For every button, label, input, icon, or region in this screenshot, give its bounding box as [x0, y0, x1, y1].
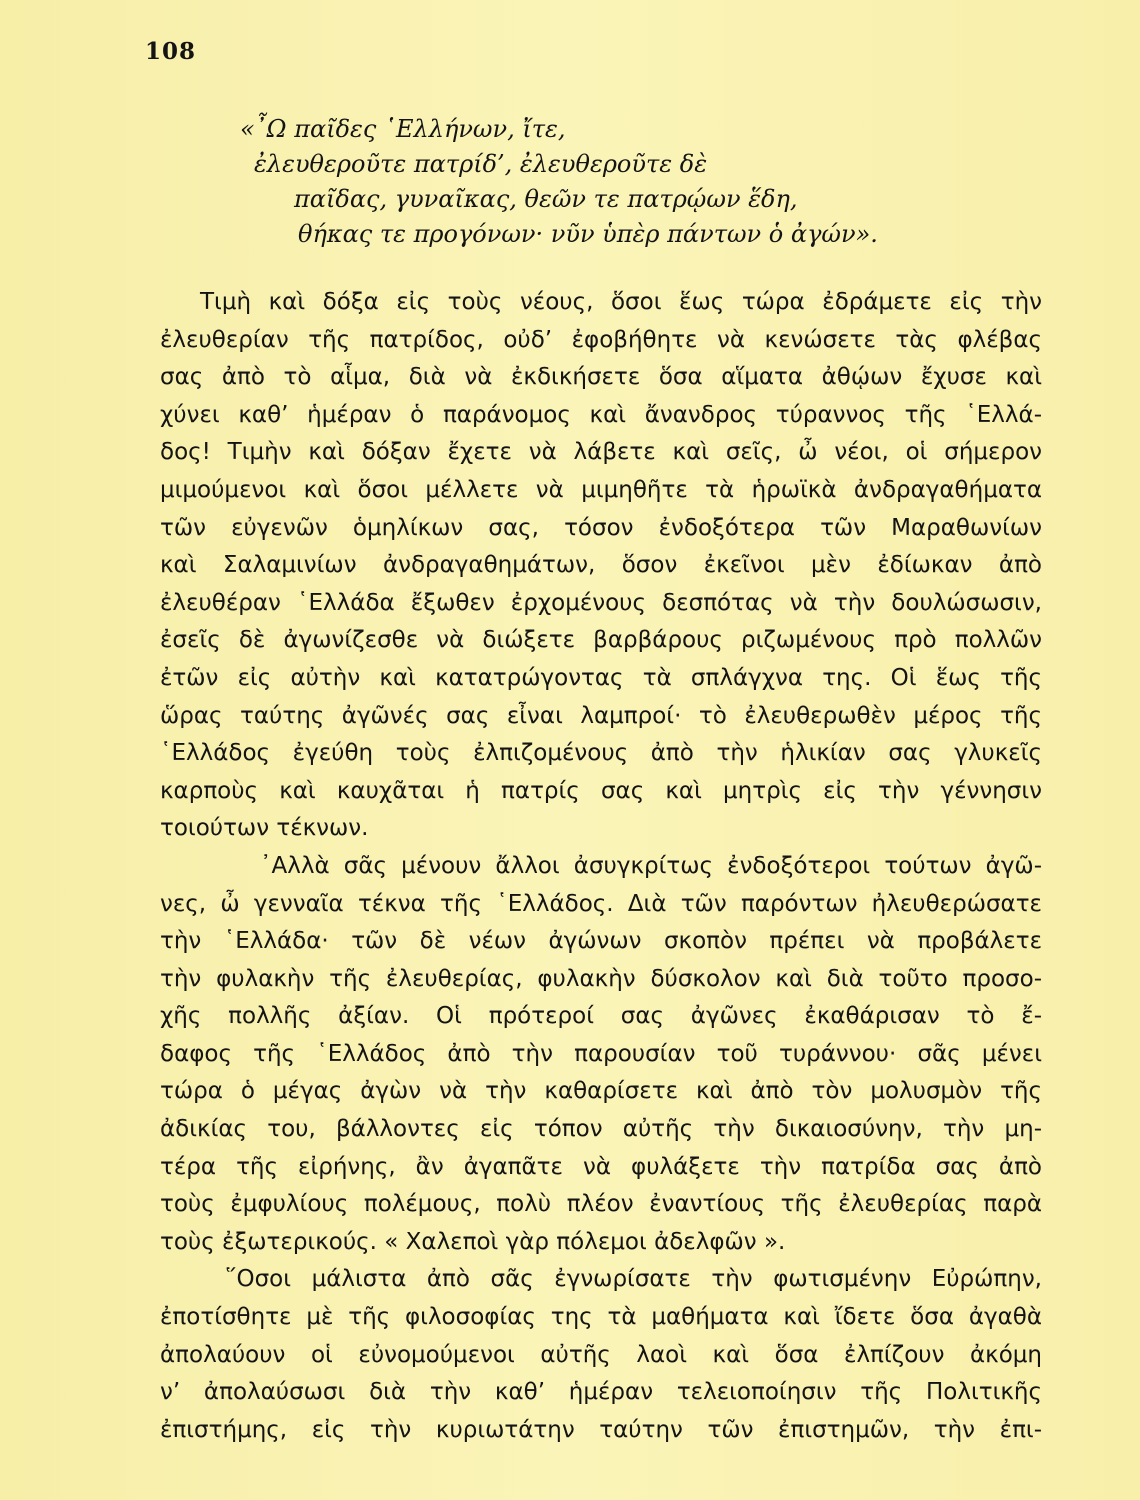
- text-line: ῾Ελλάδος ἐγεύθη τοὺς ἐλπιζομένους ἀπὸ τὴν ἡλικίαν σας γλυκεῖς: [160, 740, 1042, 767]
- text-line: ἐπιστήμης, εἰς τὴν κυριωτάτην ταύτην τῶν ἐπιστημῶν, τὴν ἐπι-: [160, 1416, 1042, 1443]
- text-line: σας ἀπὸ τὸ αἷμα, διὰ νὰ ἐκδικήσετε ὅσα αἵματα ἀθῴων ἔχυσε καὶ: [160, 364, 1042, 391]
- verse-line: ἐλευθεροῦτε πατρίδ’, ἐλευθεροῦτε δὲ: [254, 150, 708, 178]
- page-number: 108: [145, 38, 197, 65]
- text-line: δαφος τῆς ῾Ελλάδος ἀπὸ τὴν παρουσίαν τοῦ τυράννου· σᾶς μένει: [160, 1040, 1042, 1067]
- text-line: τοὺς ἐμφυλίους πολέμους, πολὺ πλέον ἐναντίους τῆς ἐλευθερίας παρὰ: [160, 1191, 1042, 1218]
- text-line: τοιούτων τέκνων.: [160, 815, 369, 842]
- text-line: ἐποτίσθητε μὲ τῆς φιλοσοφίας της τὰ μαθήματα καὶ ἴδετε ὅσα ἀγαθὰ: [160, 1304, 1042, 1331]
- text-line: ὥρας ταύτης ἀγῶνές σας εἶναι λαμπροί· τὸ ἐλευθερωθὲν μέρος τῆς: [160, 702, 1042, 729]
- paragraph: [160, 848, 1042, 1262]
- verse-line: «῏Ω παῖδες ῾Ελλήνων, ἴτε,: [240, 115, 566, 143]
- text-line: τέρα τῆς εἰρήνης, ἂν ἀγαπᾶτε νὰ φυλάξετε τὴν πατρίδα σας ἀπὸ: [160, 1153, 1042, 1180]
- text-line: καὶ Σαλαμινίων ἀνδραγαθημάτων, ὅσον ἐκεῖνοι μὲν ἐδίωκαν ἀπὸ: [160, 552, 1042, 579]
- text-line: νες, ὦ γενναῖα τέκνα τῆς ῾Ελλάδος. Διὰ τῶν παρόντων ἠλευθερώσατε: [160, 890, 1042, 917]
- paragraph: [160, 1261, 1042, 1449]
- text-line: ἐτῶν εἰς αὐτὴν καὶ κατατρώγοντας τὰ σπλάγχνα της. Οἱ ἕως τῆς: [160, 664, 1042, 691]
- text-line: ἐλευθερίαν τῆς πατρίδος, οὐδ’ ἐφοβήθητε νὰ κενώσετε τὰς φλέβας: [160, 326, 1042, 353]
- text-line: μιμούμενοι καὶ ὅσοι μέλλετε νὰ μιμηθῆτε τὰ ἡρωϊκὰ ἀνδραγαθήματα: [160, 476, 1042, 503]
- text-line: τοὺς ἐξωτερικούς. « Χαλεποὶ γὰρ πόλεμοι ἀδελφῶν ».: [160, 1228, 786, 1255]
- text-line: ἀδικίας του, βάλλοντες εἰς τόπον αὐτῆς τὴν δικαιοσύνην, τὴν μη-: [160, 1116, 1042, 1143]
- text-line: χῆς πολλῆς ἀξίαν. Οἱ πρότεροί σας ἀγῶνες ἐκαθάρισαν τὸ ἔ-: [160, 1003, 1042, 1030]
- verse-line: θήκας τε προγόνων· νῦν ὑπὲρ πάντων ὁ ἀγών».: [298, 220, 878, 248]
- verse-line: παῖδας, γυναῖκας, θεῶν τε πατρῴων ἕδη,: [294, 185, 798, 213]
- text-line: ἐσεῖς δὲ ἀγωνίζεσθε νὰ διώξετε βαρβάρους ριζωμένους πρὸ πολλῶν: [160, 627, 1042, 654]
- text-line: ἀπολαύουν οἱ εὐνομούμενοι αὐτῆς λαοὶ καὶ ὅσα ἐλπίζουν ἀκόμη: [160, 1341, 1042, 1368]
- text-line: ἐλευθέραν ῾Ελλάδα ἔξωθεν ἐρχομένους δεσπότας νὰ τὴν δουλώσωσιν,: [160, 589, 1042, 616]
- text-line: τῶν εὐγενῶν ὁμηλίκων σας, τόσον ἐνδοξότερα τῶν Μαραθωνίων: [160, 514, 1042, 541]
- text-line: χύνει καθ’ ἡμέραν ὁ παράνομος καὶ ἄνανδρος τύραννος τῆς ῾Ελλά-: [160, 401, 1042, 428]
- text-line: δος! Τιμὴν καὶ δόξαν ἔχετε νὰ λάβετε καὶ σεῖς, ὦ νέοι, οἱ σήμερον: [160, 439, 1042, 466]
- text-line: τώρα ὁ μέγας ἀγὼν νὰ τὴν καθαρίσετε καὶ ἀπὸ τὸν μολυσμὸν τῆς: [160, 1078, 1042, 1105]
- verse-quotation: [240, 112, 960, 252]
- text-line: τὴν φυλακὴν τῆς ἐλευθερίας, φυλακὴν δύσκολον καὶ διὰ τοῦτο προσο-: [160, 965, 1042, 992]
- text-line: ν’ ἀπολαύσωσι διὰ τὴν καθ’ ἡμέραν τελειοποίησιν τῆς Πολιτικῆς: [160, 1379, 1042, 1406]
- text-line: Τιμὴ καὶ δόξα εἰς τοὺς νέους, ὅσοι ἕως τώρα ἐδράμετε εἰς τὴν: [200, 289, 1042, 315]
- text-line: ᾿Αλλὰ σᾶς μένουν ἄλλοι ἀσυγκρίτως ἐνδοξότεροι τούτων ἀγῶ-: [260, 852, 1042, 879]
- text-line: τὴν ῾Ελλάδα· τῶν δὲ νέων ἀγώνων σκοπὸν πρέπει νὰ προβάλετε: [160, 928, 1042, 955]
- paragraph: [160, 284, 1042, 848]
- text-line: καρποὺς καὶ καυχᾶται ἡ πατρίς σας καὶ μητρὶς εἰς τὴν γέννησιν: [160, 777, 1042, 804]
- body-text: [160, 284, 1042, 1449]
- text-line: ῞Οσοι μάλιστα ἀπὸ σᾶς ἐγνωρίσατε τὴν φωτισμένην Εὐρώπην,: [225, 1266, 1042, 1293]
